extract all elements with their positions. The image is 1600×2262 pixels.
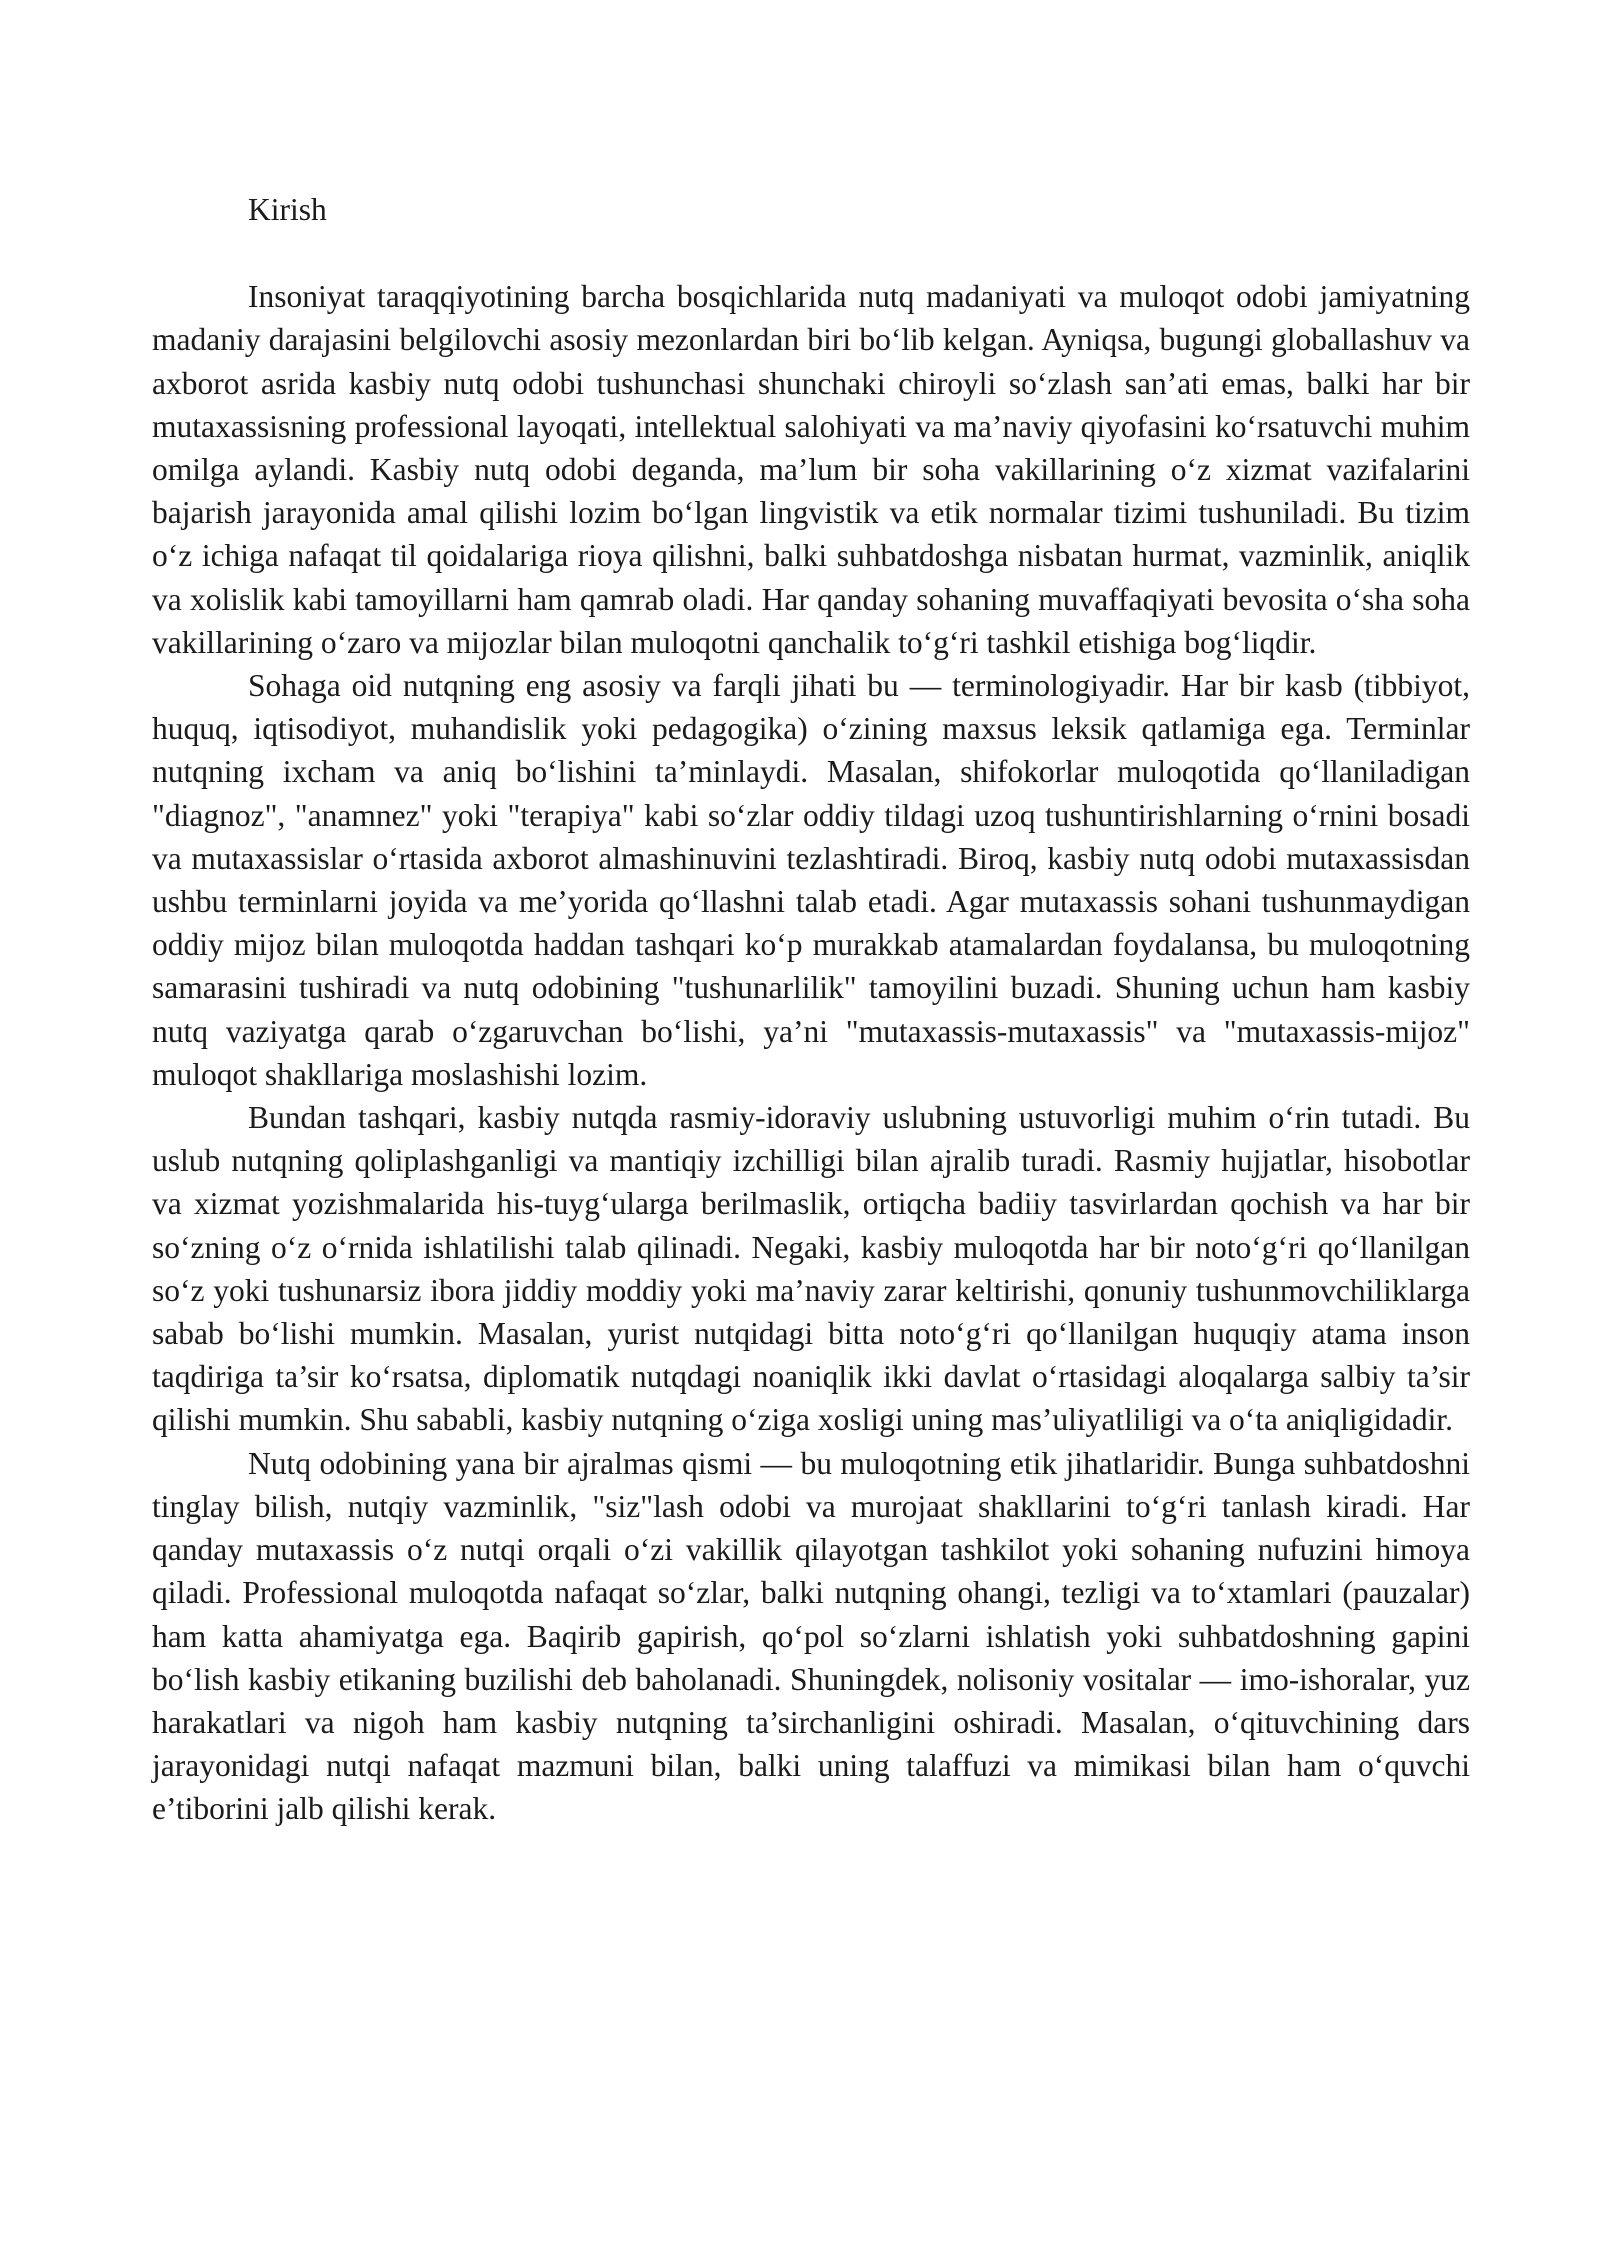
paragraph-1: Insoniyat taraqqiyotining barcha bosqichlarida nutq madaniyati va muloqot odobi jamiyatning madaniy darajasini belgilovchi asosiy mezonlardan biri bo‘lib kelgan. Ayniqsa, bugungi globallashuv va axborot asrida kasbiy nutq odobi tushunchasi shunchaki chiroyli so‘zlash san’ati emas, balki har bir mutaxassisning professional layoqati, intellektual salohiyati va ma’naviy qiyofasini ko‘rsatuvchi muhim omilga aylandi. Kasbiy nutq odobi deganda, ma’lum bir soha vakillarining o‘z xizmat vazifalarini bajarish jarayonida amal qilishi lozim bo‘lgan lingvistik va etik normalar tizimi tushuniladi. Bu tizim o‘z ichiga nafaqat til qoidalariga rioya qilishni, balki suhbatdoshga nisbatan hurmat, vazminlik, aniqlik va xolislik kabi tamoyillarni ham qamrab oladi. Har qanday sohaning muvaffaqiyati bevosita o‘sha soha vakillarining o‘zaro va mijozlar bilan muloqotni qanchalik to‘g‘ri tashkil etishiga bog‘liqdir. [152,279,1470,660]
paragraph-4: Nutq odobining yana bir ajralmas qismi — bu muloqotning etik jihatlaridir. Bunga suhbatdoshni tinglay bilish, nutqiy vazminlik, "siz"lash odobi va murojaat shakllarini to‘g‘ri tanlash kiradi. Har qanday mutaxassis o‘z nutqi orqali o‘zi vakillik qilayotgan tashkilot yoki sohaning nufuzini himoya qiladi. Professional muloqotda nafaqat so‘zlar, balki nutqning ohangi, tezligi va to‘xtamlari (pauzalar) ham katta ahamiyatga ega. Baqirib gapirish, qo‘pol so‘zlarni ishlatish yoki suhbatdoshning gapini bo‘lish kasbiy etikaning buzilishi deb baholanadi. Shuningdek, nolisoniy vositalar — imo-ishoralar, yuz harakatlari va nigoh ham kasbiy nutqning ta’sirchanligini oshiradi. Masalan, o‘qituvchining dars jarayonidagi nutqi nafaqat mazmuni bilan, balki uning talaffuzi va mimikasi bilan ham o‘quvchi e’tiborini jalb qilishi kerak. [152,1445,1470,1827]
document-page [152,188,1470,1831]
paragraph-3: Bundan tashqari, kasbiy nutqda rasmiy-idoraviy uslubning ustuvorligi muhim o‘rin tutadi. Bu uslub nutqning qoliplashganligi va mantiqiy izchilligi bilan ajralib turadi. Rasmiy hujjatlar, hisobotlar va xizmat yozishmalarida his-tuyg‘ularga berilmaslik, ortiqcha badiiy tasvirlardan qochish va har bir so‘zning o‘z o‘rnida ishlatilishi talab qilinadi. Negaki, kasbiy muloqotda har bir noto‘g‘ri qo‘llanilgan so‘z yoki tushunarsiz ibora jiddiy moddiy yoki ma’naviy zarar keltirishi, qonuniy tushunmovchiliklarga sabab bo‘lishi mumkin. Masalan, yurist nutqidagi bitta noto‘g‘ri qo‘llanilgan huquqiy atama inson taqdiriga ta’sir ko‘rsatsa, diplomatik nutqdagi noaniqlik ikki davlat o‘rtasidagi aloqalarga salbiy ta’sir qilishi mumkin. Shu sababli, kasbiy nutqning o‘ziga xosligi uning mas’uliyatliligi va o‘ta aniqligidadir. [152,1100,1470,1438]
section-heading: Kirish [248,192,327,227]
paragraph-2: Sohaga oid nutqning eng asosiy va farqli jihati bu — terminologiyadir. Har bir kasb (tibbiyot, huquq, iqtisodiyot, muhandislik yoki pedagogika) o‘zining maxsus leksik qatlamiga ega. Terminlar nutqning ixcham va aniq bo‘lishini ta’minlaydi. Masalan, shifokorlar muloqotida qo‘llaniladigan "diagnoz", "anamnez" yoki "terapiya" kabi so‘zlar oddiy tildagi uzoq tushuntirishlarning o‘rnini bosadi va mutaxassislar o‘rtasida axborot almashinuvini tezlashtiradi. Biroq, kasbiy nutq odobi mutaxassisdan ushbu terminlarni joyida va me’yorida qo‘llashni talab etadi. Agar mutaxassis sohani tushunmaydigan oddiy mijoz bilan muloqotda haddan tashqari ko‘p murakkab atamalardan foydalansa, bu muloqotning samarasini tushiradi va nutq odobining "tushunarlilik" tamoyilini buzadi. Shuning uchun ham kasbiy nutq vaziyatga qarab o‘zgaruvchan bo‘lishi, ya’ni "mutaxassis-mutaxassis" va "mutaxassis-mijoz" muloqot shakllariga moslashishi lozim. [152,668,1470,1092]
